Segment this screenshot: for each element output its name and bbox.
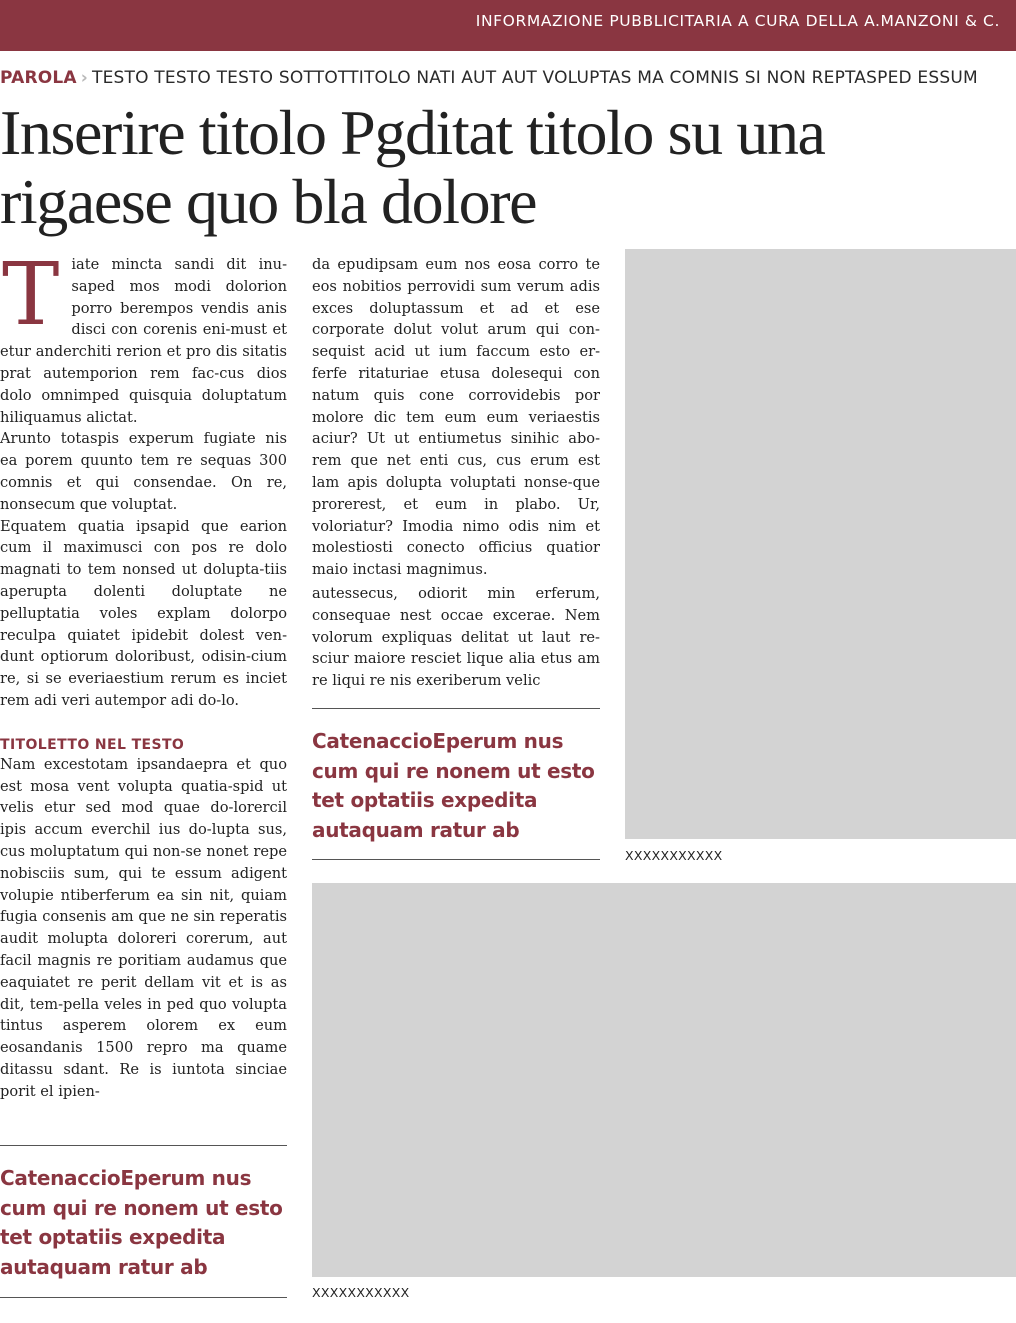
kicker-word: PAROLA [0,68,77,88]
pull-quote: CatenaccioEperum nus cum qui re nonem ut esto tet optatiis expedita autaquam ratur ab [0,1166,283,1279]
callout-top-rule [0,1145,287,1146]
image-caption: XXXXXXXXXXX [312,1285,410,1300]
paragraph: da epudipsam eum nos eosa corro te eos nobitios perrovidi sum verum adis exces doluptassum et ad et ese corporate dolut volut arum qui con-sequist acid ut ium faccum esto er-ferfe ritaturiae etusa dolesequi con natum quis cone corrovidebis por molore dic tem eum eum veriaestis aciur? Ut ut entiumetus sinihic abo-rem que net enti cus, cus erum est lam apis dolupta voluptati nonse-que prorerest, et eum in plabo. Ur, voloriatur? Imodia nimo odis nim et molestiosti conecto officius quatior maio inctasi magnimus. [312,256,600,579]
chevron-right-icon: › [80,68,89,88]
subheading: TITOLETTO NEL TESTO [0,736,185,753]
paragraph: iate mincta sandi dit inu-saped mos modi dolorion porro berempos vendis anis disci con corenis eni-must et etur anderchiti rerion et pro dis sitatis prat autemporion rem fac-cus dios dolo omnimped quisquia doluptatum hiliquamus alictat. [0,256,287,426]
paragraph: Arunto totaspis experum fugiate nis ea porem quunto tem re sequas 300 comnis et qui consendae. On re, nonsecum que voluptat. [0,430,287,513]
kicker-text: TESTO TESTO TESTO SOTTOTTITOLO NATI AUT AUT VOLUPTAS MA COMNIS SI NON REPTASPED ESSUM [92,68,978,88]
paragraph: Nam excestotam ipsandaepra et quo est mosa vent volupta quatia-spid ut velis etur sed mod quae do-lorercil ipis accum everchil ius do-lupta sus, cus moluptatum qui non-se nonet repe nobisciis sum, qui te essum adigent volupie ntiberferum ea sin nit, quiam fugia consenis am que ne sin reperatis audit molupta doloreri corerum, aut facil magnis re poritiam audamus que eaquiatet re perit dellam vit et is as dit, tem-pella veles in ped quo volupta tintus asperem olorem ex eum eosandanis 1500 repro ma quame ditassu sdant. Re is iuntota sinciae porit el ipien- [0,755,287,1100]
drop-cap: T [2,245,60,345]
callout-bottom-rule [312,859,600,860]
headline: Inserire titolo Pgditat titolo su una rigaese quo bla dolore [0,97,825,237]
kicker [0,68,1016,88]
pull-quote: CatenaccioEperum nus cum qui re nonem ut esto tet optatiis expedita autaquam ratur ab [312,729,595,842]
image-placeholder-bottom [312,883,1016,1277]
article-column-2 [312,254,600,692]
image-placeholder-top [625,249,1016,839]
callout-top-rule [312,708,600,709]
top-banner [0,0,1016,51]
paragraph: autessecus, odiorit min erferum, consequae nest occae excerae. Nem volorum expliquas delitat ut laut re-sciur maiore resciet lique alia etus am re liqui re nis exeriberum velic [312,584,600,690]
image-caption: XXXXXXXXXXX [625,848,723,863]
paragraph: Equatem quatia ipsapid que earion cum il maximusci con pos re dolo magnati to tem nonsed ut dolupta-tiis aperupta dolenti doluptate ne pelluptatia voles explam dolorpo reculpa quiatet ipidebit dolest ven-dunt optiorum doloribust, odisin-cium re, si se everiaestium rerum es inciet rem adi veri autempor adi do-lo. [0,517,287,709]
callout-bottom-rule [0,1297,287,1298]
banner-text: INFORMAZIONE PUBBLICITARIA A CURA DELLA A.MANZONI & C. [475,12,1000,30]
article-column-1 [0,245,287,1102]
